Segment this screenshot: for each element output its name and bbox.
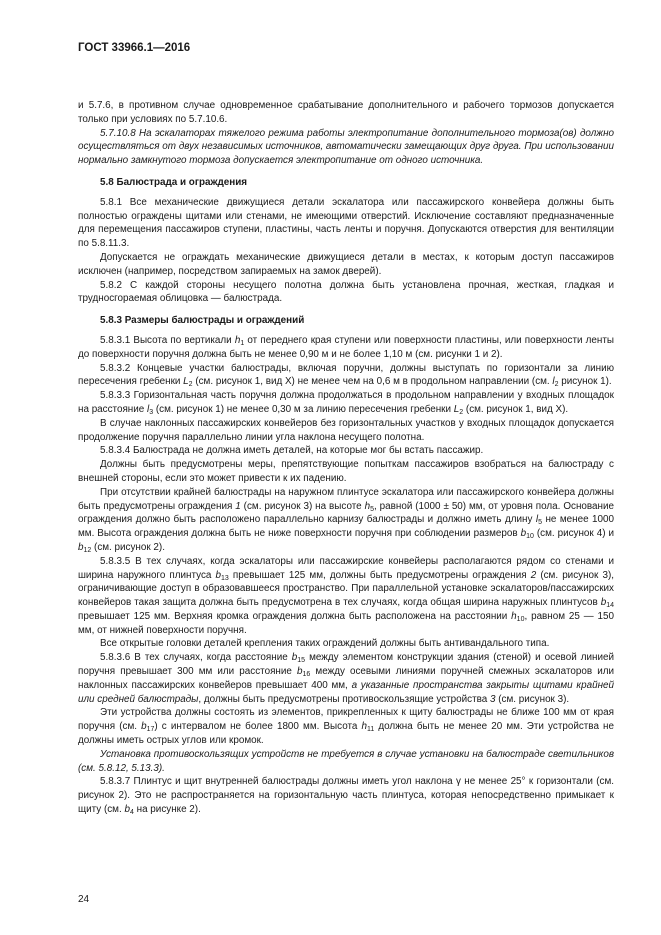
paragraph: Эти устройства должны состоять из элементов, прикрепленных к щиту балюстрады не ближе 100 мм от края поручня (см. $b_{17}$) с интервалом не более 1800 мм. Высота $h_{11}$ должна быть не менее 20 мм. Эти устройства не должны иметь острых углов или кромок. (78, 707, 614, 747)
paragraph: Должны быть предусмотрены меры, препятствующие попыткам пассажиров взобраться на балюстраду с внешней стороны, если это может привести к их падению. (78, 459, 614, 484)
paragraph-5-8-3-4: 5.8.3.4 Балюстрада не должна иметь деталей, на которые мог бы встать пассажир. (100, 445, 484, 457)
paragraph-5-7-10-8: 5.7.10.8 На эскалаторах тяжелого режима работы электропитание дополнительного тормоза(ов) должно осуществляться от двух независимых источников, автоматически замещающих друг друга. При использовании нормально замкнутого тормоза допускается электропитание от одного источника. (78, 127, 614, 167)
paragraph-5-8-3-6: 5.8.3.6 В тех случаях, когда расстояние $b_{15}$ между элементом конструкции здания (стеной) и осевой линией поручня превышает 300 мм или расстояние $b_{16}$ между осевыми линиями поручней смежных эскалаторов или наклонных пассажирских конвейеров превышает 400 мм, а указанные пространства закрыты щитами крайней или средней балюстрады, должны быть предусмотрены противоскользящие устройства 3 (см. рисунок 3). (78, 652, 614, 705)
section-heading-5-8-3: 5.8.3 Размеры балюстрады и ограждений (100, 315, 305, 327)
paragraph: В случае наклонных пассажирских конвейеров без горизонтальных участков у входных площадок допускается продолжение поручня параллельно линии угла наклона несущего полотна. (78, 417, 614, 443)
paragraph-5-8-3-5: 5.8.3.5 В тех случаях, когда эскалаторы или пассажирские конвейеры располагаются рядом со стенами и ширина наружного плинтуса $b_{13}$ превышает 125 мм, должны быть предусмотрены ограждения 2 (см. рисунок 3), ограничивающие доступ в образовавшееся пространство. При параллельной установке эскалаторов/пассажирских конвейеров такая защита должна быть предусмотрена в тех случаях, когда общая ширина наружных плинтусов $b_{14}$ превышает 125 мм. Верхняя кромка ограждения должна быть расположена на расстоянии $h_{10}$, равном 25 — 150 мм, от нижней поверхности поручня. (78, 555, 614, 636)
section-heading-5-8: 5.8 Балюстрада и ограждения (100, 176, 248, 188)
document-header: ГОСТ 33966.1—2016 (78, 42, 191, 54)
paragraph: и 5.7.6, в противном случае одновременное срабатывание дополнительного и рабочего тормозов допускается только при условиях по 5.7.10.6. (78, 100, 614, 125)
page-number: 24 (78, 894, 90, 905)
paragraph: Все открытые головки деталей крепления таких ограждений должны быть антивандального типа. (100, 638, 550, 650)
paragraph-5-8-1: 5.8.1 Все механические движущиеся детали эскалатора или пассажирского конвейера должны быть полностью ограждены щитами или стенами, не имеющими отверстий. Исключение составляют предназначенные для перемещения пассажиров ступени, пластины, часть ленты и поручня. Допускаются отверстия для вентиляции по 5.8.11.3. (78, 196, 614, 250)
paragraph-italic-note: Установка противоскользящих устройств не требуется в случае установки на балюстраде светильников (см. 5.8.12, 5.13.3). (78, 748, 614, 774)
paragraph: Допускается не ограждать механические движущиеся детали в местах, к которым доступ пассажиров исключен (например, посредством запираемых на замок дверей). (78, 251, 614, 277)
paragraph-5-8-2: 5.8.2 С каждой стороны несущего полотна должна быть установлена прочная, жесткая, гладкая и трудносгораемая облицовка — балюстрада. (78, 279, 614, 305)
paragraph-5-8-3-2: 5.8.3.2 Концевые участки балюстрады, включая поручни, должны выступать по горизонтали за линию пересечения гребенки $L_2$ (см. рисунок 1, вид X) не менее чем на 0,6 м в продольном направлении (см. $l_2$ рисунок 1). (78, 362, 614, 389)
paragraph-5-8-3-7: 5.8.3.7 Плинтус и щит внутренней балюстрады должны иметь угол наклона γ не менее 25° к горизонтали (см. рисунок 2). Это не распространяется на горизонтальную часть плинтуса, которая непосредственно примыкает к щиту (см. $b_4$ на рисунке 2). (78, 776, 614, 817)
paragraph: При отсутствии крайней балюстрады на наружном плинтусе эскалатора или пассажирского конвейера должны быть предусмотрены ограждения 1 (см. рисунок 3) на высоте $h_5$, равной (1000 ± 50) мм, от уровня пола. Основание ограждения должно быть расположено параллельно карнизу балюстрады и должно иметь длину $l_5$ не менее 1000 мм. Высота ограждения должна быть не ниже поверхности поручня при соблюдении размеров $b_{10}$ (см. рисунок 4) и $b_{12}$ (см. рисунок 2). (78, 486, 615, 554)
paragraph-5-8-3-1: 5.8.3.1 Высота по вертикали $h_1$ от переднего края ступени или поверхности пластины, или поверхности ленты до поверхности поручня должна быть не менее 0,90 м и не более 1,10 м (см. рисунки 1 и 2). (78, 334, 614, 360)
page-body (78, 99, 614, 817)
paragraph-5-8-3-3: 5.8.3.3 Горизонтальная часть поручня должна продолжаться в продольном направлении у входных площадок на расстояние $l_3$ (см. рисунок 1) не менее 0,30 м за линию пересечения гребенки $L_2$ (см. рисунок 1, вид X). (78, 390, 614, 416)
